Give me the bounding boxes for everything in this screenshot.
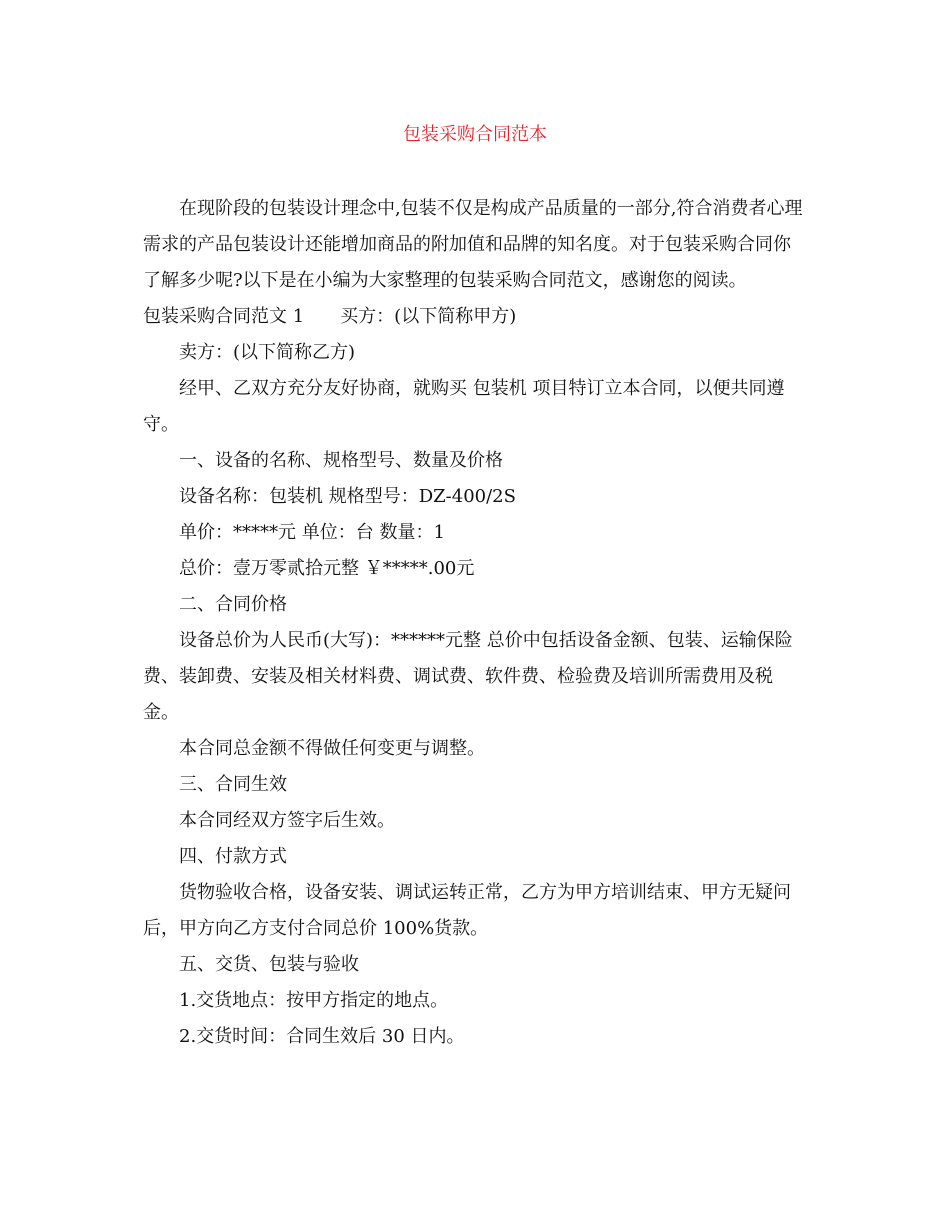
payment-paragraph: 货物验收合格，设备安装、调试运转正常，乙方为甲方培训结束、甲方无疑问后，甲方向乙方支付合同总价 100%货款。 xyxy=(143,882,791,939)
buyer-line: 买方：(以下简称甲方) xyxy=(340,306,517,327)
contract-price-paragraph: 设备总价为人民币(大写)：******元整 总价中包括设备金额、包装、运输保险费、装卸费、安装及相关材料费、调试费、软件费、检验费及培训所需费用及税金。 xyxy=(143,630,793,723)
section-heading-1: 一、设备的名称、规格型号、数量及价格 xyxy=(179,450,503,471)
sample-heading-line xyxy=(143,299,808,335)
document-title: 包装采购合同范本 xyxy=(403,124,547,145)
effective-paragraph: 本合同经双方签字后生效。 xyxy=(179,810,395,831)
unit-price-line: 单价：*****元 单位：台 数量：1 xyxy=(179,522,445,543)
equipment-name-line: 设备名称：包装机 规格型号：DZ-400/2S xyxy=(179,486,516,507)
delivery-location-line: 1.交货地点：按甲方指定的地点。 xyxy=(179,990,449,1011)
seller-line: 卖方：(以下简称乙方) xyxy=(179,342,356,363)
sample-heading: 包装采购合同范文 1 xyxy=(143,306,305,327)
delivery-time-line: 2.交货时间：合同生效后 30 日内。 xyxy=(179,1026,465,1047)
agreement-paragraph: 经甲、乙双方充分友好协商，就购买 包装机 项目特订立本合同，以便共同遵守。 xyxy=(143,378,785,435)
section-heading-3: 三、合同生效 xyxy=(179,774,287,795)
document-body xyxy=(143,191,808,1055)
section-heading-2: 二、合同价格 xyxy=(179,594,287,615)
section-heading-5: 五、交货、包装与验收 xyxy=(179,954,359,975)
intro-paragraph: 在现阶段的包装设计理念中,包装不仅是构成产品质量的一部分,符合消费者心理需求的产品包装设计还能增加商品的附加值和品牌的知名度。对于包装采购合同你了解多少呢?以下是在小编为大家整理的包装采购合同范文，感谢您的阅读。 xyxy=(143,198,803,291)
section-heading-4: 四、付款方式 xyxy=(179,846,287,867)
no-change-paragraph: 本合同总金额不得做任何变更与调整。 xyxy=(179,738,485,759)
total-price-line: 总价：壹万零贰拾元整 ￥*****.00元 xyxy=(179,558,475,579)
